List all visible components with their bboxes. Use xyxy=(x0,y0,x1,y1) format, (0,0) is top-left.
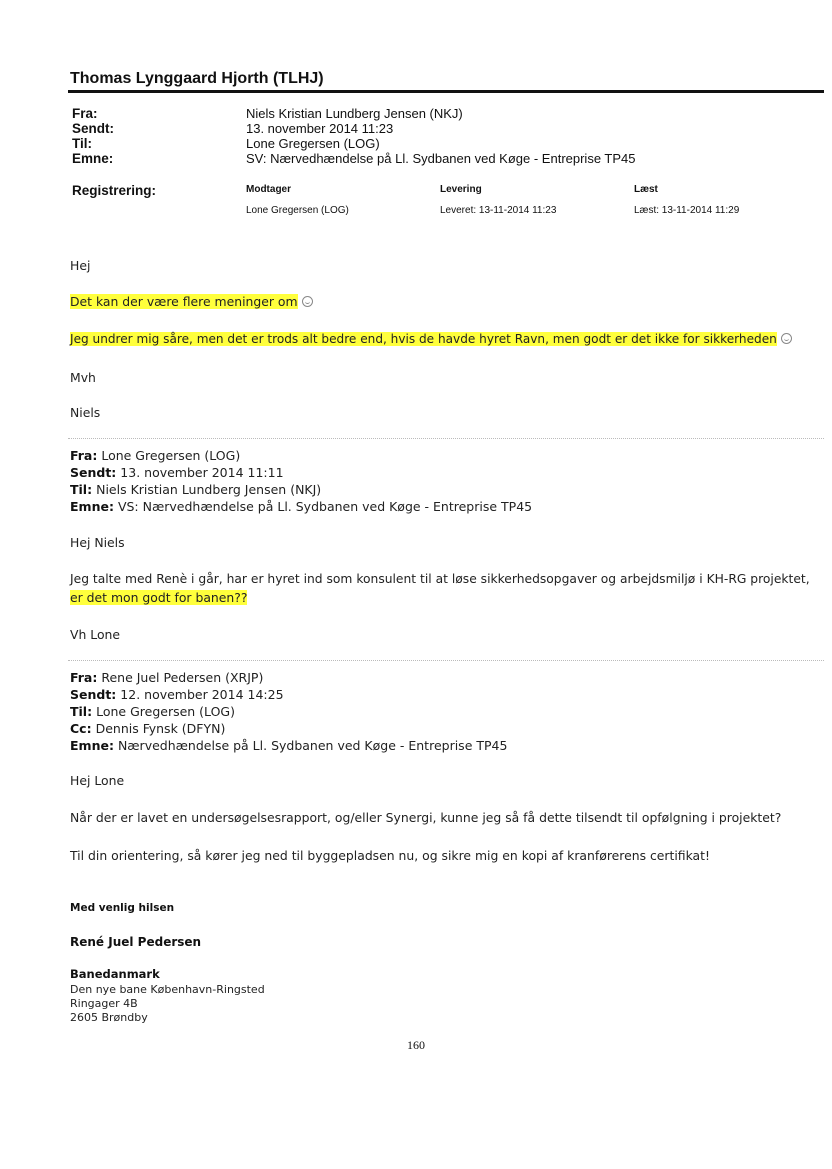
highlighted-text: Det kan der være flere meninger om xyxy=(70,294,298,309)
registration-col-delivery: Levering xyxy=(440,184,482,195)
from-label: Fra: xyxy=(72,106,98,121)
from-value: Niels Kristian Lundberg Jensen (NKJ) xyxy=(246,106,463,121)
forward1-body-line1: Jeg talte med Renè i går, har er hyret ind som konsulent til at løse sikkerhedsopgaver og arbejdsmiljø i KH-RG projektet, xyxy=(70,572,810,586)
message1-line2 xyxy=(70,332,792,346)
smiley-icon xyxy=(302,296,313,307)
message1-closing: Mvh xyxy=(70,370,96,385)
registration-read: Læst: 13-11-2014 11:29 xyxy=(634,205,740,216)
forward1-subject: Emne: VS: Nærvedhændelse på Ll. Sydbanen ved Køge - Entreprise TP45 xyxy=(70,499,533,514)
forward1-to: Til: Niels Kristian Lundberg Jensen (NKJ) xyxy=(70,482,322,497)
registration-col-recipient: Modtager xyxy=(246,184,291,195)
separator xyxy=(68,660,824,661)
forward1-from: Fra: Lone Gregersen (LOG) xyxy=(70,448,241,463)
highlighted-text: er det mon godt for banen?? xyxy=(70,590,248,605)
forward2-body-line1: Når der er lavet en undersøgelsesrapport, og/eller Synergi, kunne jeg så få dette tilsendt til opfølgning i projektet? xyxy=(70,810,782,825)
signature-address-line1: Den nye bane København-Ringsted xyxy=(70,983,265,996)
message1-name: Niels xyxy=(70,405,101,420)
registration-delivery: Leveret: 13-11-2014 11:23 xyxy=(440,205,557,216)
signature-company: Banedanmark xyxy=(70,967,160,981)
signature-address-line2: Ringager 4B xyxy=(70,997,138,1010)
forward2-subject: Emne: Nærvedhændelse på Ll. Sydbanen ved Køge - Entreprise TP45 xyxy=(70,738,508,753)
subject-value: SV: Nærvedhændelse på Ll. Sydbanen ved Køge - Entreprise TP45 xyxy=(246,151,636,166)
smiley-icon xyxy=(781,333,792,344)
subject-label: Emne: xyxy=(72,151,114,166)
forward2-to: Til: Lone Gregersen (LOG) xyxy=(70,704,235,719)
registration-label: Registrering: xyxy=(72,183,157,198)
signature-regards: Med venlig hilsen xyxy=(70,902,175,914)
registration-recipient: Lone Gregersen (LOG) xyxy=(246,205,349,216)
forward1-greeting: Hej Niels xyxy=(70,535,125,550)
page-owner-title: Thomas Lynggaard Hjorth (TLHJ) xyxy=(70,70,324,87)
sent-label: Sendt: xyxy=(72,121,114,136)
forward2-body-line2: Til din orientering, så kører jeg ned til byggepladsen nu, og sikre mig en kopi af kranførerens certifikat! xyxy=(70,848,710,863)
forward2-greeting: Hej Lone xyxy=(70,773,125,788)
sent-value: 13. november 2014 11:23 xyxy=(246,121,394,136)
message1-greeting: Hej xyxy=(70,258,91,273)
highlighted-text: Jeg undrer mig såre, men det er trods alt bedre end, hvis de havde hyret Ravn, men godt er det ikke for sikkerheden xyxy=(70,332,777,346)
registration-col-read: Læst xyxy=(634,184,658,195)
separator xyxy=(68,438,824,439)
title-rule xyxy=(68,90,824,93)
to-label: Til: xyxy=(72,136,92,151)
signature-name: René Juel Pedersen xyxy=(70,935,202,949)
forward1-closing: Vh Lone xyxy=(70,627,121,642)
message1-line1 xyxy=(70,294,313,309)
forward1-sent: Sendt: 13. november 2014 11:11 xyxy=(70,465,284,480)
to-value: Lone Gregersen (LOG) xyxy=(246,136,380,151)
signature-address-line3: 2605 Brøndby xyxy=(70,1011,148,1024)
forward1-body-line2 xyxy=(70,590,247,605)
forward2-cc: Cc: Dennis Fynsk (DFYN) xyxy=(70,721,226,736)
forward2-sent: Sendt: 12. november 2014 14:25 xyxy=(70,687,284,702)
forward2-from: Fra: Rene Juel Pedersen (XRJP) xyxy=(70,670,264,685)
page-number: 160 xyxy=(407,1038,425,1052)
